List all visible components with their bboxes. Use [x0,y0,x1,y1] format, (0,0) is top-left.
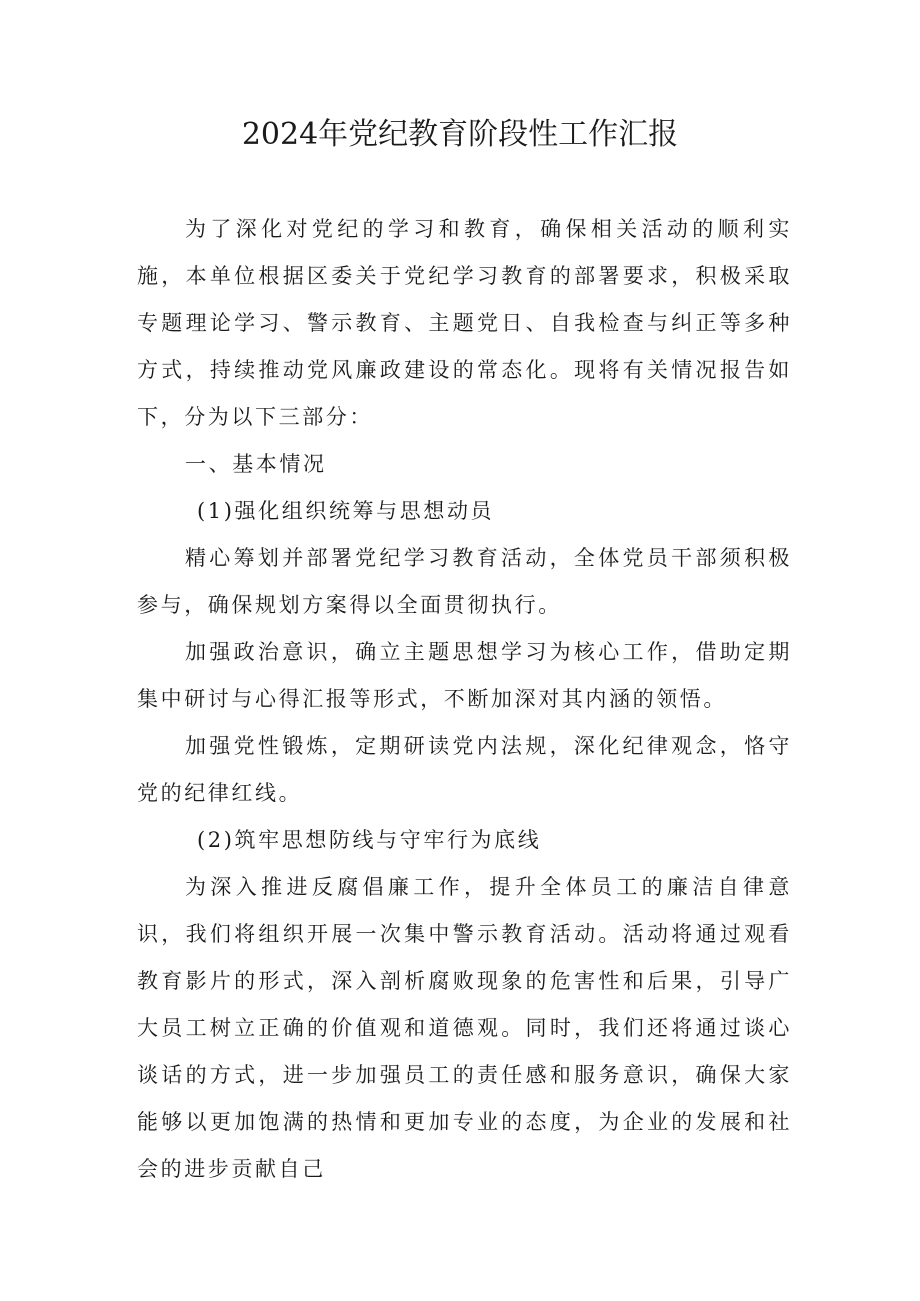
body-paragraph: 加强政治意识，确立主题思想学习为核心工作，借助定期集中研讨与心得汇报等形式，不断加深对其内涵的领悟。 [137,640,792,711]
document-title: 2024年党纪教育阶段性工作汇报 [241,117,679,152]
document-body [137,206,792,1193]
body-paragraph: 为深入推进反腐倡廉工作，提升全体员工的廉洁自律意识，我们将组织开展一次集中警示教育活动。活动将通过观看教育影片的形式，深入剖析腐败现象的危害性和后果，引导广大员工树立正确的价值观和道德观。同时，我们还将通过谈心谈话的方式，进一步加强员工的责任感和服务意识，确保大家能够以更加饱满的热情和更加专业的态度，为企业的发展和社会的进步贡献自己 [137,875,792,1181]
section-heading-basic-situation: 一、基本情况 [185,452,327,476]
body-paragraph: 加强党性锻炼，定期研读党内法规，深化纪律观念，恪守党的纪律红线。 [137,734,792,805]
subsection-heading-1: (1)强化组织统筹与思想动员 [197,499,495,523]
subsection-heading-2: (2)筑牢思想防线与守牢行为底线 [197,828,542,852]
intro-paragraph: 为了深化对党纪的学习和教育，确保相关活动的顺利实施，本单位根据区委关于党纪学习教育的部署要求，积极采取专题理论学习、警示教育、主题党日、自我检查与纠正等多种方式，持续推动党风廉政建设的常态化。现将有关情况报告如下，分为以下三部分： [137,217,792,429]
body-paragraph: 精心筹划并部署党纪学习教育活动，全体党员干部须积极参与，确保规划方案得以全面贯彻执行。 [137,546,792,617]
